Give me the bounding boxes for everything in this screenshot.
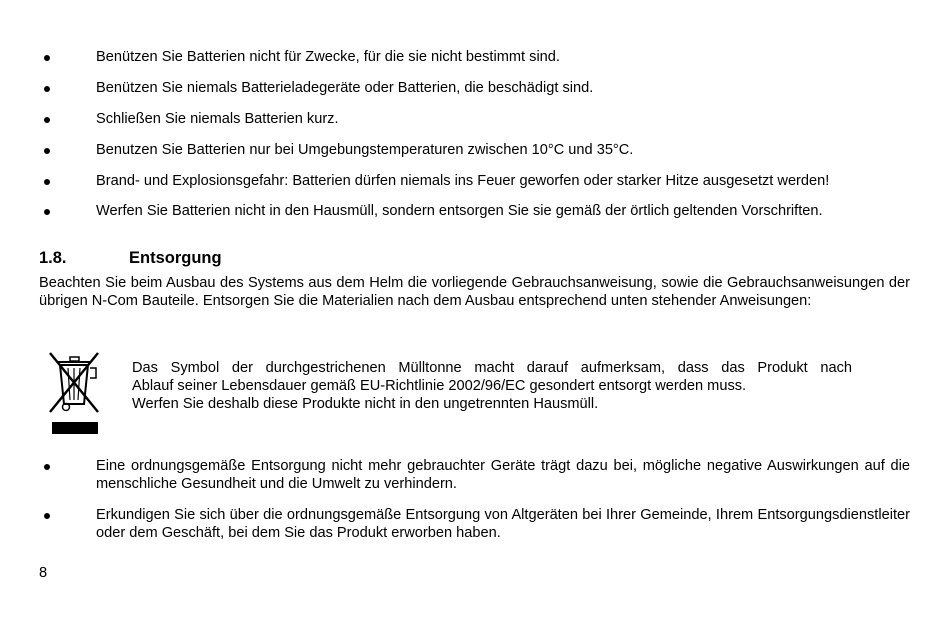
- list-item-text: Benützen Sie niemals Batterieladegeräte oder Batterien, die beschädigt sind.: [96, 80, 594, 96]
- section-number: 1.8.: [39, 249, 67, 267]
- bullet-icon: [44, 464, 50, 470]
- weee-notice-line: Ablauf seiner Lebensdauer gemäß EU-Richtlinie 2002/96/EC gesondert entsorgt werden muss.: [132, 378, 747, 394]
- list-item-text: Erkundigen Sie sich über die ordnungsgemäße Entsorgung von Altgeräten bei Ihrer Gemeinde, Ihrem Entsorgungsdienstleiter oder dem Geschäft, bei dem Sie das Produkt erworben haben.: [96, 507, 910, 541]
- bullet-icon: [44, 55, 50, 61]
- list-item-text: Werfen Sie Batterien nicht in den Hausmüll, sondern entsorgen Sie sie gemäß der örtlich geltenden Vorschriften.: [96, 203, 823, 219]
- crossed-out-wheelie-bin-icon: [46, 348, 102, 436]
- bullet-icon: [44, 148, 50, 154]
- list-item-text: Benutzen Sie Batterien nur bei Umgebungstemperaturen zwischen 10°C und 35°C.: [96, 142, 634, 158]
- intro-paragraph: Beachten Sie beim Ausbau des Systems aus dem Helm die vorliegende Gebrauchsanweisung, sowie die Gebrauchsanweisungen der übrigen N-Com Bauteile. Entsorgen Sie die Materialien nach dem Ausbau entsprechend unten stehender Anweisungen:: [39, 275, 910, 309]
- bullet-icon: [44, 513, 50, 519]
- list-item-text: Brand- und Explosionsgefahr: Batterien dürfen niemals ins Feuer geworfen oder starker Hitze ausgesetzt werden!: [96, 173, 830, 189]
- page-number: 8: [39, 565, 48, 581]
- bullet-icon: [44, 209, 50, 215]
- list-item-text: Schließen Sie niemals Batterien kurz.: [96, 111, 339, 127]
- list-item-text: Benützen Sie Batterien nicht für Zwecke, für die sie nicht bestimmt sind.: [96, 49, 560, 65]
- list-item-text: Eine ordnungsgemäße Entsorgung nicht mehr gebrauchter Geräte trägt dazu bei, mögliche negative Auswirkungen auf die menschliche Gesundheit und die Umwelt zu verhindern.: [96, 458, 910, 492]
- weee-notice: [132, 359, 852, 413]
- weee-notice-line: Werfen Sie deshalb diese Produkte nicht in den ungetrennten Hausmüll.: [132, 396, 599, 412]
- section-title: Entsorgung: [129, 249, 222, 267]
- weee-notice-line: Das Symbol der durchgestrichenen Mülltonne macht darauf aufmerksam, dass das Produkt nach: [132, 360, 852, 376]
- section-heading: [39, 248, 222, 268]
- bullet-icon: [44, 86, 50, 92]
- bullet-icon: [44, 179, 50, 185]
- bullet-icon: [44, 117, 50, 123]
